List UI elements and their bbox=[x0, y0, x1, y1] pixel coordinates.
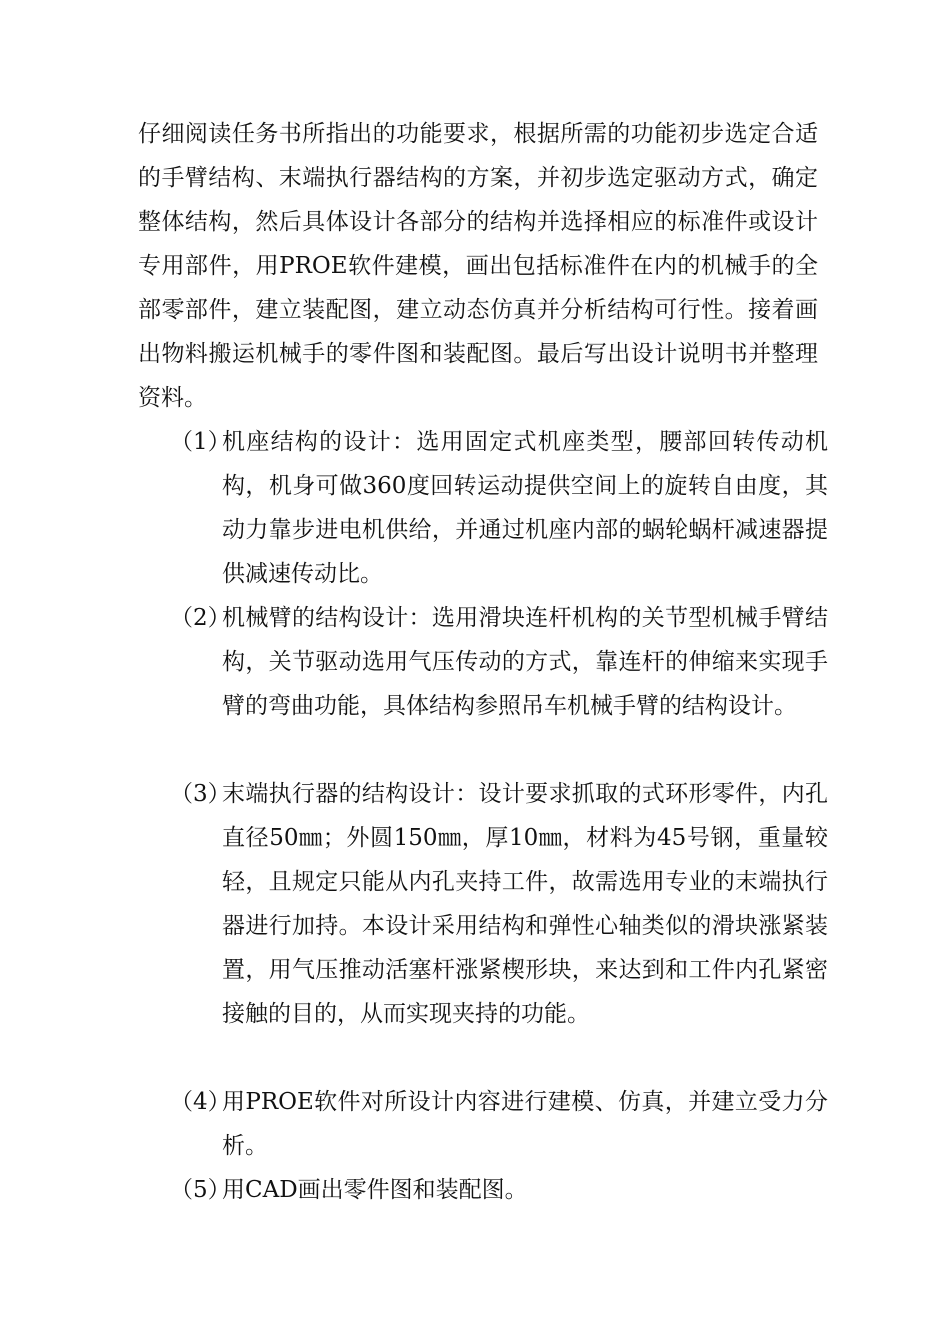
list-item-3 bbox=[138, 772, 828, 1036]
list-item-4 bbox=[138, 1080, 828, 1168]
list-item-number: （4） bbox=[170, 1089, 231, 1115]
list-item-text: 机械臂的结构设计：选用滑块连杆机构的关节型机械手臂结构，关节驱动选用气压传动的方式，靠连杆的伸缩来实现手臂的弯曲功能，具体结构参照吊车机械手臂的结构设计。 bbox=[222, 605, 828, 719]
list-item-text: 机座结构的设计：选用固定式机座类型，腰部回转传动机构，机身可做360度回转运动提供空间上的旋转自由度，其动力靠步进电机供给，并通过机座内部的蜗轮蜗杆减速器提供减速传动比。 bbox=[222, 429, 828, 587]
list-item-1 bbox=[138, 420, 828, 596]
list-item-text: 末端执行器的结构设计：设计要求抓取的式环形零件，内孔直径50㎜；外圆150㎜，厚10㎜，材料为45号钢，重量较轻，且规定只能从内孔夹持工件，故需选用专业的末端执行器进行加持。本设计采用结构和弹性心轴类似的滑块涨紧装置，用气压推动活塞杆涨紧楔形块，来达到和工件内孔紧密接触的目的，从而实现夹持的功能。 bbox=[222, 781, 828, 1027]
list-item-number: （5） bbox=[170, 1177, 231, 1203]
list-item-number: （3） bbox=[170, 781, 231, 807]
list-item-text: 用PROE软件对所设计内容进行建模、仿真，并建立受力分析。 bbox=[222, 1089, 828, 1159]
list-item-5 bbox=[138, 1168, 828, 1212]
intro-paragraph: 仔细阅读任务书所指出的功能要求，根据所需的功能初步选定合适的手臂结构、末端执行器结构的方案，并初步选定驱动方式，确定整体结构，然后具体设计各部分的结构并选择相应的标准件或设计专用部件，用PROE软件建模，画出包括标准件在内的机械手的全部零部件，建立装配图，建立动态仿真并分析结构可行性。接着画出物料搬运机械手的零件图和装配图。最后写出设计说明书并整理资料。 bbox=[138, 121, 818, 411]
list-item-2 bbox=[138, 596, 828, 728]
list-item-number: （2） bbox=[170, 605, 231, 631]
list-item-number: （1） bbox=[170, 429, 231, 455]
list-item-text: 用CAD画出零件图和装配图。 bbox=[222, 1177, 528, 1203]
